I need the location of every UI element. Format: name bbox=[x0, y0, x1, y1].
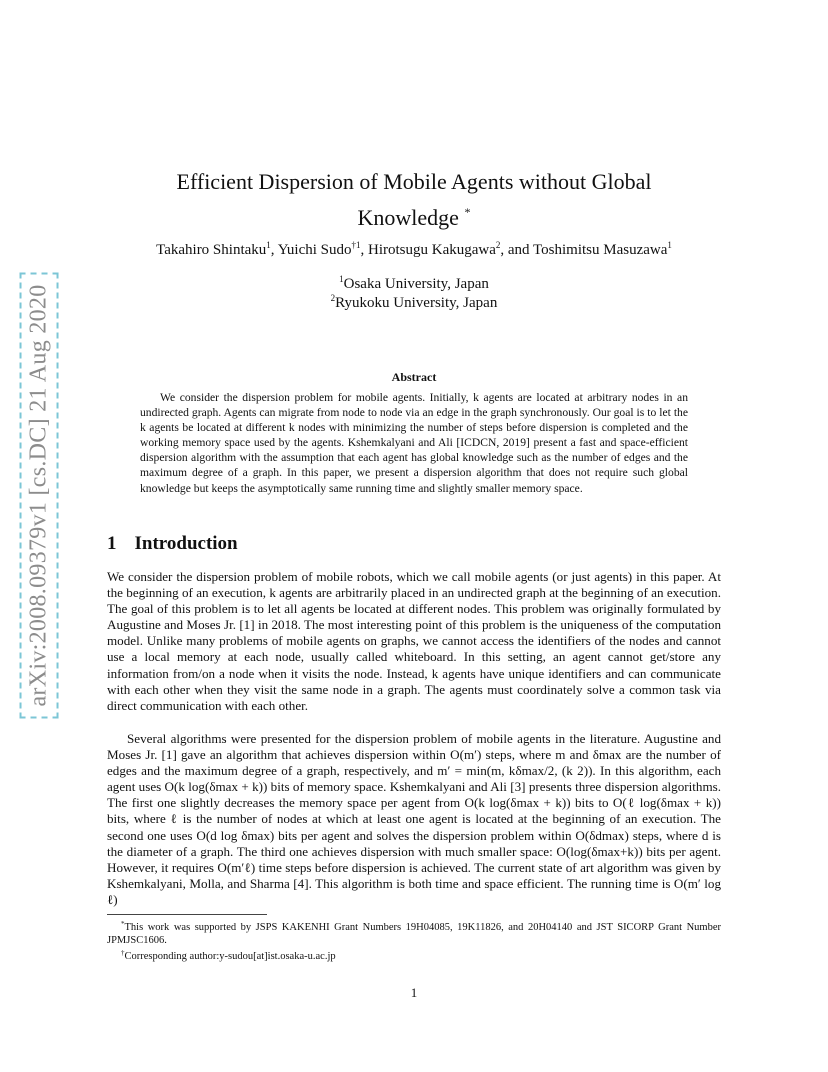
author-mark[interactable]: 1 bbox=[266, 240, 271, 250]
section-heading bbox=[107, 533, 507, 555]
page-number: 1 bbox=[410, 985, 418, 1000]
affiliation-text: Osaka University, Japan bbox=[343, 276, 489, 292]
arxiv-identifier[interactable]: arXiv:2008.09379v1 [cs.DC] 21 Aug 2020 bbox=[20, 272, 59, 718]
author-name: Takahiro Shintaku bbox=[156, 242, 267, 258]
author-separator: , bbox=[360, 242, 368, 258]
intro-paragraph-1: We consider the dispersion problem of mobile robots, which we call mobile agents (or just agents) in this paper. At the beginning of an execution, k agents are arbitrarily placed in an undirected graph at the beginning of an execution. The goal of this problem is to let all agents be located at different nodes. This problem was originally formulated by Augustine and Moses Jr. [1] in 2018. The most interesting point of this problem is the uniqueness of the computation model. Unlike many problems of mobile agents on graphs, we cannot access the identifiers of the nodes and cannot use a local memory at each node, usually called whiteboard. In this setting, an agent cannot get/store any information from/on a node when it visits the node. Instead, k agents have unique identifiers and can communicate with each other when they visit the same node in a graph. The agents must coordinately solve a common task via direct communication with each other. bbox=[107, 569, 721, 713]
footnotes bbox=[107, 918, 721, 963]
author-mark[interactable]: 1 bbox=[667, 240, 672, 250]
author-mark[interactable]: 2 bbox=[495, 240, 501, 250]
footnote-corresponding bbox=[107, 947, 721, 963]
footnote-divider bbox=[107, 914, 267, 915]
footnote-mark: † bbox=[121, 949, 125, 957]
affiliation-2 bbox=[200, 293, 628, 312]
arxiv-stamp bbox=[20, 250, 58, 740]
section-number: 1 bbox=[107, 533, 117, 554]
abstract-heading: Abstract bbox=[391, 370, 437, 384]
author-list bbox=[100, 240, 728, 259]
title-footnote-mark[interactable]: * bbox=[464, 205, 471, 219]
author-separator: , bbox=[270, 242, 278, 258]
footnote-text: Corresponding author:y-sudou[at]ist.osaka-u.ac.jp bbox=[124, 951, 336, 962]
affiliation-mark: 2 bbox=[330, 293, 336, 303]
abstract-text: We consider the dispersion problem for mobile agents. Initially, k agents are located at arbitrary nodes in an undirected graph. Agents can migrate from node to node via an edge in the graph synchronously. Our goal is to let the k agents be located at different k nodes with minimizing the number of steps before dispersion is completed and the working memory space used by the agents. Kshemkalyani and Ali [ICDCN, 2019] present a fast and space-efficient dispersion algorithm with the assumption that each agent has global knowledge such as the number of edges and the maximum degree of a graph. In this paper, we present a dispersion algorithm that does not require such global knowledge but keeps the asymptotically same running time and slightly smaller memory space. bbox=[140, 391, 688, 495]
title-text: Efficient Dispersion of Mobile Agents without Global Knowledge bbox=[176, 169, 652, 230]
intro-paragraph-2: Several algorithms were presented for the dispersion problem of mobile agents in the literature. Augustine and Moses Jr. [1] gave an algorithm that achieves dispersion within O(m′) steps, where m and δmax are the number of edges and the maximum degree of a graph, respectively, and m′ = min(m, kδmax/2, (k 2)). In this algorithm, each agent uses O(k log(δmax + k)) bits of memory space. Kshemkalyani and Ali [3] presents three dispersion algorithms. The first one slightly decreases the memory space per agent from O(k log(δmax + k)) bits to O(ℓ log(δmax + k)) bits, where ℓ is the number of nodes at which at least one agent is located at the beginning of an execution. The second one uses O(d log δmax) bits per agent and solves the dispersion problem within O(δdmax) steps, where d is the diameter of a graph. The third one achieves dispersion with much smaller space: O(log(δmax+k)) bits per agent. However, it requires O(m′ℓ) time steps before dispersion is achieved. The current state of art algorithm was given by Kshemkalyani, Molla, and Sharma [4]. This algorithm is both time and space efficient. The running time is O(m′ log ℓ) bbox=[107, 731, 721, 907]
affiliation-text: Ryukoku University, Japan bbox=[335, 295, 498, 311]
footnote-text: This work was supported by JSPS KAKENHI Grant Numbers 19H04085, 19K11826, and 20H04140 and JST SICORP Grant Number JPMJSC1606. bbox=[107, 922, 721, 946]
footnote-mark: * bbox=[121, 920, 125, 928]
affiliation-mark: 1 bbox=[339, 274, 344, 284]
author-mark[interactable]: †1 bbox=[351, 240, 361, 250]
paper-title bbox=[130, 166, 698, 233]
footnote-funding bbox=[107, 918, 721, 947]
section-title: Introduction bbox=[134, 533, 238, 554]
author-separator: , bbox=[500, 242, 508, 258]
author-name: Yuichi Sudo bbox=[277, 242, 352, 258]
affiliation-1 bbox=[200, 274, 628, 293]
author-name: Hirotsugu Kakugawa bbox=[368, 242, 496, 258]
author-name: and Toshimitsu Masuzawa bbox=[507, 242, 668, 258]
